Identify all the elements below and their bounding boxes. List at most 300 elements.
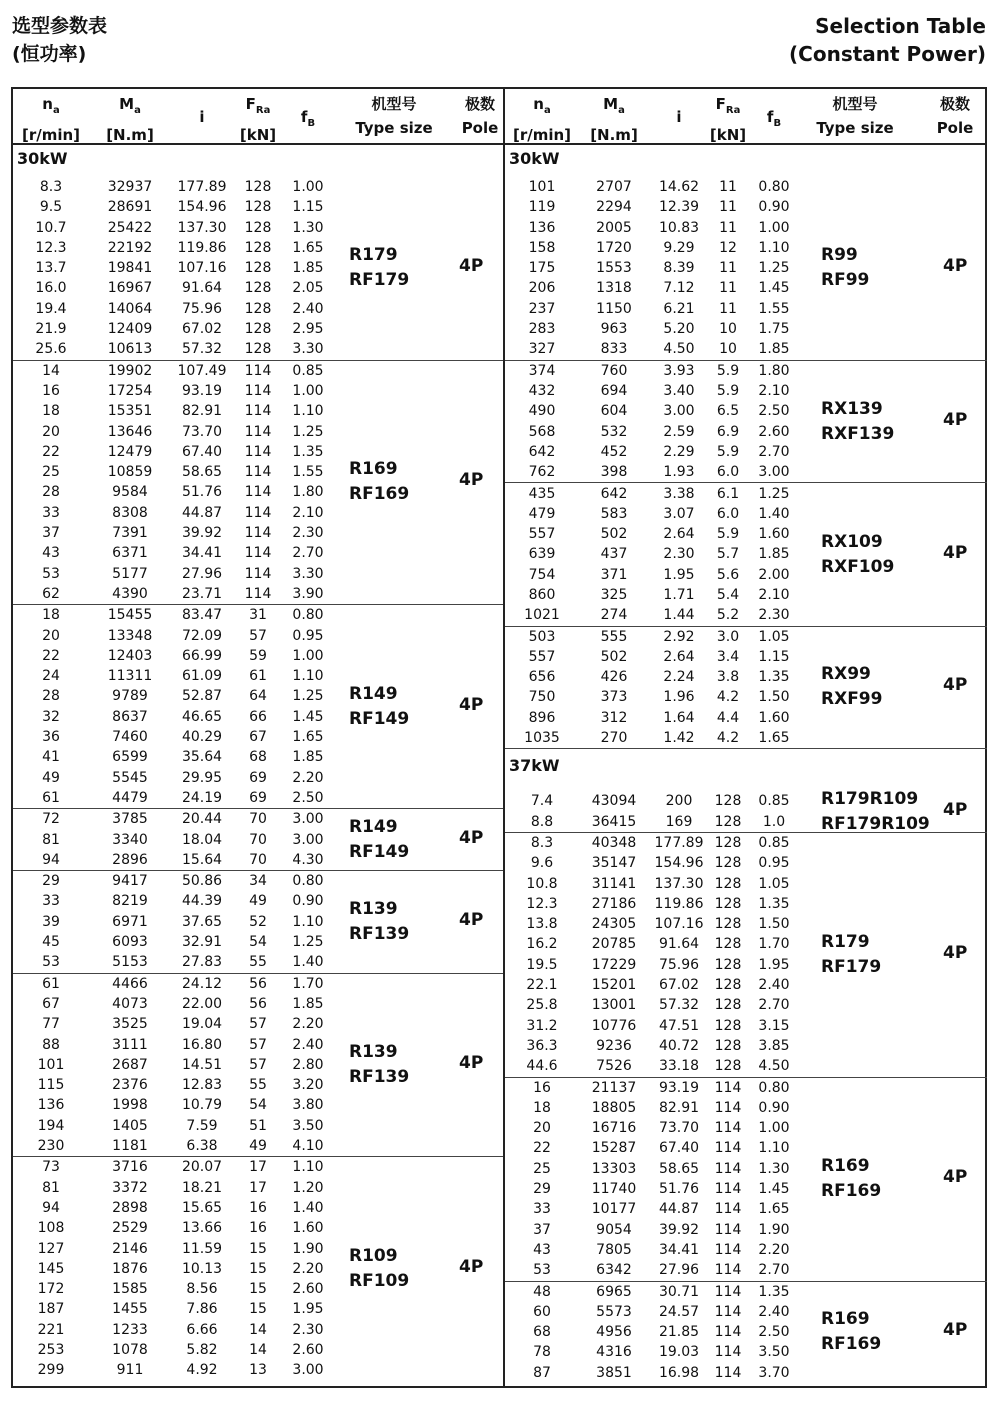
load-cell: 12: [719, 239, 737, 256]
ratio-cell: 57.32: [658, 997, 700, 1014]
header-i-line1: i: [676, 108, 682, 126]
table-row: [505, 1056, 987, 1076]
load-cell: 5.6: [716, 566, 740, 583]
speed-cell: 479: [528, 505, 556, 522]
torque-cell: 13348: [107, 627, 153, 644]
torque-cell: 8308: [112, 504, 148, 521]
load-cell: 11: [719, 219, 737, 236]
speed-cell: 72: [42, 811, 60, 828]
speed-cell: 43: [42, 545, 60, 562]
load-cell: 61: [249, 668, 267, 685]
ratio-cell: 107.16: [177, 260, 227, 277]
speed-cell: 115: [37, 1077, 65, 1094]
load-cell: 5.9: [716, 382, 740, 399]
torque-cell: 5177: [112, 565, 148, 582]
service-factor-cell: 1.10: [292, 1159, 324, 1176]
speed-cell: 8.3: [530, 835, 554, 851]
service-factor-cell: 1.65: [758, 730, 790, 747]
load-cell: 128: [244, 219, 272, 236]
torque-cell: 1078: [112, 1342, 148, 1359]
speed-cell: 43: [533, 1241, 551, 1258]
speed-cell: 283: [528, 321, 556, 338]
header-type-size: [331, 92, 457, 140]
ratio-cell: 44.87: [181, 504, 223, 521]
service-factor-cell: 1.05: [758, 628, 790, 645]
header-ma-line2: [N.m]: [590, 126, 638, 144]
speed-cell: 36.3: [526, 1037, 558, 1054]
table-row: [13, 361, 503, 381]
service-factor-cell: 3.00: [292, 1362, 324, 1379]
load-cell: 69: [249, 769, 267, 786]
load-cell: 6.1: [716, 485, 740, 502]
power-label: 30kW: [509, 149, 560, 168]
ratio-cell: 2.24: [663, 669, 695, 686]
load-cell: 128: [244, 341, 272, 358]
ratio-cell: 14.62: [658, 179, 700, 195]
load-cell: 11: [719, 260, 737, 277]
load-cell: 3.0: [716, 628, 740, 645]
torque-cell: 2294: [596, 199, 632, 216]
table-row: [505, 238, 987, 258]
service-factor-cell: 1.95: [758, 956, 790, 973]
service-factor-cell: 3.15: [758, 1017, 790, 1034]
table-row: [505, 504, 987, 524]
service-factor-cell: 3.50: [292, 1117, 324, 1134]
speed-cell: 21.9: [35, 321, 67, 338]
ratio-cell: 37.65: [181, 913, 223, 930]
table-row: [13, 809, 503, 829]
table-row: [505, 381, 987, 401]
speed-cell: 81: [42, 1179, 60, 1196]
table-row: [505, 934, 987, 954]
model-name-2: RF139: [349, 923, 410, 944]
table-row: [13, 605, 503, 625]
ratio-cell: 34.41: [181, 545, 223, 562]
table-row: [505, 1159, 987, 1179]
speed-cell: 101: [37, 1056, 65, 1073]
ratio-cell: 5.82: [186, 1342, 218, 1359]
product-group: [505, 833, 987, 1078]
torque-cell: 452: [600, 443, 628, 460]
table-row: [505, 585, 987, 605]
product-group: [505, 177, 987, 361]
table-row: [505, 1302, 987, 1322]
table-row: [13, 891, 503, 911]
pole-count: 4P: [943, 1320, 968, 1341]
ratio-cell: 12.83: [181, 1077, 223, 1094]
service-factor-cell: 1.25: [292, 423, 324, 440]
power-label: 37kW: [509, 756, 560, 776]
ratio-cell: 3.93: [663, 362, 695, 379]
table-row: [505, 995, 987, 1015]
service-factor-cell: 1.10: [758, 1140, 790, 1157]
speed-cell: 145: [37, 1260, 65, 1277]
model-type-size: [349, 682, 409, 732]
load-cell: 17: [249, 1179, 267, 1196]
torque-cell: 17229: [591, 956, 637, 973]
ratio-cell: 33.18: [658, 1058, 700, 1075]
header-pole: [930, 92, 980, 140]
ratio-cell: 27.96: [181, 565, 223, 582]
service-factor-cell: 1.30: [758, 1160, 790, 1177]
speed-cell: 60: [533, 1303, 551, 1320]
service-factor-cell: 0.95: [292, 627, 324, 644]
service-factor-cell: 2.70: [292, 545, 324, 562]
torque-cell: 502: [600, 526, 628, 543]
service-factor-cell: 3.50: [758, 1344, 790, 1361]
service-factor-cell: 1.85: [292, 260, 324, 277]
table-row: [505, 401, 987, 421]
ratio-cell: 19.04: [181, 1016, 223, 1033]
torque-cell: 15455: [107, 607, 153, 624]
torque-cell: 1720: [596, 239, 632, 256]
torque-cell: 5573: [596, 1303, 632, 1320]
table-row: [13, 1360, 503, 1380]
torque-cell: 6965: [596, 1283, 632, 1300]
product-group: [13, 974, 503, 1158]
service-factor-cell: 3.00: [758, 464, 790, 481]
load-cell: 114: [244, 382, 272, 399]
load-cell: 6.0: [716, 464, 740, 481]
header-pole: [455, 92, 505, 140]
table-row: [13, 177, 503, 197]
speed-cell: 10.8: [526, 875, 558, 892]
load-cell: 4.2: [716, 689, 740, 706]
model-name-1: RX139: [821, 398, 883, 419]
speed-cell: 16: [42, 382, 60, 399]
speed-cell: 194: [37, 1117, 65, 1134]
speed-cell: 14: [42, 362, 60, 379]
table-left-half: [13, 89, 503, 1386]
load-cell: 56: [249, 995, 267, 1012]
title-en-line1: Selection Table: [815, 14, 986, 38]
service-factor-cell: 1.85: [758, 546, 790, 563]
header-i: [644, 105, 714, 129]
torque-cell: 642: [600, 485, 628, 502]
torque-cell: 28691: [107, 199, 153, 216]
service-factor-cell: 1.10: [292, 403, 324, 420]
load-cell: 68: [249, 749, 267, 766]
speed-cell: 25: [42, 464, 60, 481]
product-group: [13, 605, 503, 809]
load-cell: 14: [249, 1321, 267, 1338]
torque-cell: 2898: [112, 1199, 148, 1216]
service-factor-cell: 1.65: [758, 1201, 790, 1218]
torque-cell: 1405: [112, 1117, 148, 1134]
ratio-cell: 73.70: [658, 1120, 700, 1137]
table-row: [505, 565, 987, 585]
load-cell: 5.2: [716, 607, 740, 624]
speed-cell: 25.8: [526, 997, 558, 1014]
torque-cell: 3111: [112, 1036, 148, 1053]
speed-cell: 45: [42, 934, 60, 951]
load-cell: 114: [714, 1079, 742, 1096]
load-cell: 51: [249, 1117, 267, 1134]
model-name-2: RXF139: [821, 423, 895, 444]
service-factor-cell: 1.60: [758, 526, 790, 543]
speed-cell: 754: [528, 566, 556, 583]
table-row: [13, 1178, 503, 1198]
speed-cell: 490: [528, 403, 556, 420]
service-factor-cell: 2.30: [758, 607, 790, 624]
ratio-cell: 21.85: [658, 1324, 700, 1341]
load-cell: 114: [244, 484, 272, 501]
model-type-size: [821, 397, 894, 447]
load-cell: 114: [244, 565, 272, 582]
torque-cell: 11311: [107, 668, 153, 685]
service-factor-cell: 2.50: [758, 403, 790, 420]
pole-count: 4P: [459, 827, 484, 848]
ratio-cell: 23.71: [181, 585, 223, 602]
service-factor-cell: 2.50: [292, 789, 324, 806]
table-row: [13, 584, 503, 604]
load-cell: 114: [714, 1160, 742, 1177]
load-cell: 34: [249, 873, 267, 890]
table-row: [13, 401, 503, 421]
table-row: [13, 626, 503, 646]
model-name-2: RXF109: [821, 556, 895, 577]
load-cell: 114: [714, 1324, 742, 1341]
table-row: [13, 666, 503, 686]
ratio-cell: 67.02: [658, 977, 700, 994]
ratio-cell: 39.92: [181, 525, 223, 542]
load-cell: 114: [244, 464, 272, 481]
header-ma-symbol: M: [119, 95, 135, 113]
ratio-cell: 12.39: [658, 199, 700, 216]
ratio-cell: 52.87: [181, 688, 223, 705]
load-cell: 5.9: [716, 443, 740, 460]
ratio-cell: 6.38: [186, 1138, 218, 1155]
ratio-cell: 7.59: [186, 1117, 218, 1134]
ratio-cell: 27.96: [658, 1262, 700, 1279]
header-pole-line2: Pole: [936, 119, 974, 137]
service-factor-cell: 2.20: [758, 1241, 790, 1258]
pole-count: 4P: [943, 542, 968, 563]
ratio-cell: 7.86: [186, 1301, 218, 1318]
table-row: [505, 1138, 987, 1158]
torque-cell: 9236: [596, 1037, 632, 1054]
table-row: [13, 319, 503, 339]
service-factor-cell: 0.85: [758, 793, 790, 810]
table-row: [505, 1282, 987, 1302]
product-group: [505, 484, 987, 627]
service-factor-cell: 1.00: [758, 219, 790, 236]
load-cell: 5.7: [716, 546, 740, 563]
torque-cell: 13001: [591, 997, 637, 1014]
table-row: [505, 1220, 987, 1240]
table-row: [505, 687, 987, 707]
torque-cell: 2146: [112, 1240, 148, 1257]
service-factor-cell: 1.55: [292, 464, 324, 481]
table-row: [505, 1179, 987, 1199]
table-row: [505, 833, 987, 853]
speed-cell: 503: [528, 628, 556, 645]
load-cell: 11: [719, 199, 737, 216]
table-row: [505, 339, 987, 359]
torque-cell: 14064: [107, 300, 153, 317]
service-factor-cell: 1.95: [292, 1301, 324, 1318]
service-factor-cell: 2.50: [758, 1324, 790, 1341]
service-factor-cell: 2.60: [758, 423, 790, 440]
title-cn-line2: (恒功率): [12, 43, 87, 65]
speed-cell: 78: [533, 1344, 551, 1361]
ratio-cell: 8.56: [186, 1281, 218, 1298]
header-fb-subscript: B: [773, 118, 782, 129]
speed-cell: 77: [42, 1016, 60, 1033]
speed-cell: 28: [42, 688, 60, 705]
load-cell: 70: [249, 851, 267, 868]
torque-cell: 5545: [112, 769, 148, 786]
title-cn-line1: 选型参数表: [12, 15, 108, 37]
load-cell: 128: [714, 875, 742, 892]
speed-cell: 20: [42, 423, 60, 440]
table-row: [505, 914, 987, 934]
torque-cell: 2707: [596, 179, 632, 195]
speed-cell: 19.4: [35, 300, 67, 317]
torque-cell: 27186: [591, 895, 637, 912]
table-row: [13, 788, 503, 808]
header-na-subscript: a: [52, 105, 60, 116]
load-cell: 128: [714, 1037, 742, 1054]
header-pole-line1: 极数: [464, 95, 495, 113]
speed-cell: 44.6: [526, 1058, 558, 1075]
table-row: [13, 1340, 503, 1360]
load-cell: 114: [244, 403, 272, 420]
header-na-line1: [19, 92, 83, 123]
service-factor-cell: 1.00: [292, 647, 324, 664]
model-type-size: [349, 1244, 409, 1294]
product-group: [505, 627, 987, 750]
table-row: [505, 524, 987, 544]
load-cell: 64: [249, 688, 267, 705]
ratio-cell: 75.96: [181, 300, 223, 317]
service-factor-cell: 1.25: [758, 260, 790, 277]
speed-cell: 18: [533, 1099, 551, 1116]
table-header-right: [505, 89, 987, 145]
table-row: [505, 462, 987, 482]
speed-cell: 158: [528, 239, 556, 256]
ratio-cell: 72.09: [181, 627, 223, 644]
title-chinese: [12, 12, 107, 68]
ratio-cell: 75.96: [658, 956, 700, 973]
service-factor-cell: 1.45: [758, 1181, 790, 1198]
speed-cell: 187: [37, 1301, 65, 1318]
torque-cell: 21137: [591, 1079, 637, 1096]
product-group: [505, 788, 987, 834]
torque-cell: 1455: [112, 1301, 148, 1318]
table-row: [13, 1116, 503, 1136]
ratio-cell: 67.40: [658, 1140, 700, 1157]
load-cell: 31: [249, 607, 267, 624]
model-name-2: RF99: [821, 270, 870, 291]
load-cell: 57: [249, 1056, 267, 1073]
speed-cell: 9.5: [39, 199, 63, 216]
ratio-cell: 107.49: [177, 362, 227, 379]
load-cell: 128: [714, 956, 742, 973]
speed-cell: 37: [533, 1221, 551, 1238]
ratio-cell: 46.65: [181, 708, 223, 725]
product-group: [13, 871, 503, 974]
ratio-cell: 20.07: [181, 1159, 223, 1176]
speed-cell: 557: [528, 526, 556, 543]
table-row: [13, 707, 503, 727]
speed-cell: 750: [528, 689, 556, 706]
torque-cell: 555: [600, 628, 628, 645]
ratio-cell: 20.44: [181, 811, 223, 828]
load-cell: 114: [244, 545, 272, 562]
ratio-cell: 44.39: [181, 893, 223, 910]
table-row: [13, 1279, 503, 1299]
speed-cell: 22: [533, 1140, 551, 1157]
ratio-cell: 14.51: [181, 1056, 223, 1073]
model-name-1: RX99: [821, 664, 871, 685]
torque-cell: 325: [600, 586, 628, 603]
power-label: 30kW: [17, 149, 68, 168]
load-cell: 70: [249, 811, 267, 828]
speed-cell: 896: [528, 709, 556, 726]
torque-cell: 312: [600, 709, 628, 726]
speed-cell: 73: [42, 1159, 60, 1176]
speed-cell: 568: [528, 423, 556, 440]
load-cell: 57: [249, 1016, 267, 1033]
torque-cell: 911: [116, 1362, 144, 1379]
torque-cell: 9417: [112, 873, 148, 890]
table-row: [505, 258, 987, 278]
ratio-cell: 51.76: [181, 484, 223, 501]
service-factor-cell: 0.80: [292, 607, 324, 624]
table-row: [13, 197, 503, 217]
speed-cell: 10.7: [35, 219, 67, 236]
table-row: [13, 258, 503, 278]
ratio-cell: 50.86: [181, 873, 223, 890]
torque-cell: 373: [600, 689, 628, 706]
model-type-size: [349, 1040, 409, 1090]
torque-cell: 17254: [107, 382, 153, 399]
service-factor-cell: 0.95: [758, 855, 790, 872]
title-en-line2: (Constant Power): [789, 42, 986, 66]
ratio-cell: 7.12: [663, 280, 695, 297]
speed-cell: 13.8: [526, 916, 558, 933]
torque-cell: 833: [600, 341, 628, 358]
table-row: [505, 361, 987, 381]
service-factor-cell: 1.25: [758, 485, 790, 502]
load-cell: 114: [244, 362, 272, 379]
torque-cell: 2687: [112, 1056, 148, 1073]
table-row: [505, 667, 987, 687]
load-cell: 114: [244, 504, 272, 521]
table-row: [505, 605, 987, 625]
ratio-cell: 13.66: [181, 1220, 223, 1237]
torque-cell: 760: [600, 362, 628, 379]
speed-cell: 61: [42, 789, 60, 806]
header-fra-symbol: F: [245, 95, 256, 113]
table-row: [13, 1198, 503, 1218]
table-row: [505, 708, 987, 728]
ratio-cell: 15.64: [181, 851, 223, 868]
speed-cell: 53: [533, 1262, 551, 1279]
load-cell: 114: [714, 1283, 742, 1300]
pole-count: 4P: [943, 256, 968, 277]
speed-cell: 327: [528, 341, 556, 358]
service-factor-cell: 2.10: [758, 586, 790, 603]
service-factor-cell: 4.30: [292, 851, 324, 868]
model-name-1: RX109: [821, 531, 883, 552]
load-cell: 10: [719, 321, 737, 338]
speed-cell: 61: [42, 975, 60, 992]
torque-cell: 583: [600, 505, 628, 522]
load-cell: 114: [244, 443, 272, 460]
ratio-cell: 2.30: [663, 546, 695, 563]
